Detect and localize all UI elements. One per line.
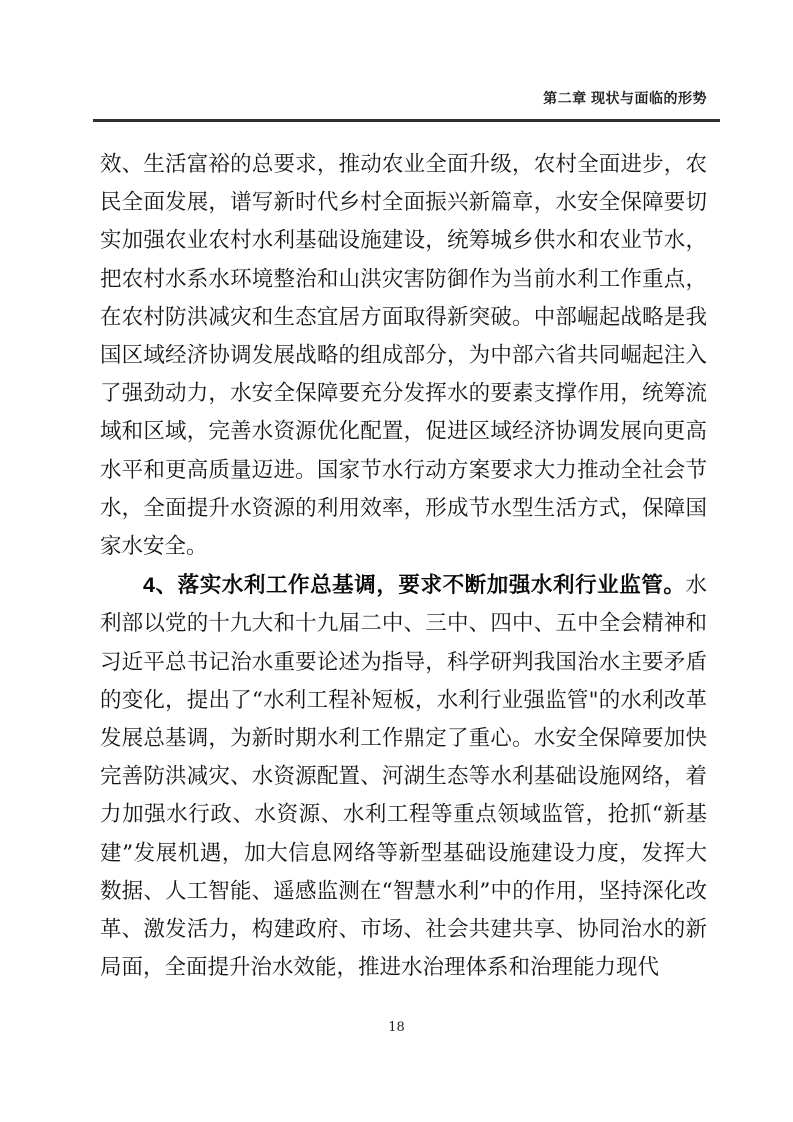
header-rule bbox=[93, 119, 720, 122]
running-header-chapter-title: 第二章 现状与面临的形势 bbox=[543, 90, 707, 106]
section-4-paragraph-text: 水利部以党的十九大和十九届二中、三中、四中、五中全会精神和习近平总书记治水重要论述为指导，科学研判我国治水主要矛盾的变化，提出了“水利工程补短板，水利行业强监管"的水利改革发展总基调，为新时期水利工作鼎定了重心。水安全保障要加快完善防洪减灾、水资源配置、河湖生态等水利基础设施网络，着力加强水行政、水资源、水利工程等重点领域监管，抢抓“新基建”发展机遇，加大信息网络等新型基础设施建设力度，发挥大数据、人工智能、遥感监测在“智慧水利”中的作用，坚持深化改革、激发活力，构建政府、市场、社会共建共享、协同治水的新局面，全面提升治水效能，推进水治理体系和治理能力现代 bbox=[100, 573, 707, 981]
page-number: 18 bbox=[388, 1020, 405, 1035]
body-paragraph-section-4 bbox=[100, 566, 707, 987]
body-paragraph-continuation: 效、生活富裕的总要求，推动农业全面升级，农村全面进步，农民全面发展，谱写新时代乡村全面振兴新篇章，水安全保障要切实加强农业农村水利基础设施建设，统筹城乡供水和农业节水，把农村水系水环境整治和山洪灾害防御作为当前水利工作重点，在农村防洪减灾和生态宜居方面取得新突破。中部崛起战略是我国区域经济协调发展战略的组成部分，为中部六省共同崛起注入了强劲动力，水安全保障要充分发挥水的要素支撑作用，统筹流域和区域，完善水资源优化配置，促进区域经济协调发展向更高水平和更高质量迈进。国家节水行动方案要求大力推动全社会节水，全面提升水资源的利用效率，形成节水型生活方式，保障国家水安全。 bbox=[100, 152, 707, 560]
page-footer bbox=[0, 1020, 793, 1035]
document-body bbox=[100, 146, 707, 987]
section-4-heading-lead: 4、落实水利工作总基调，要求不断加强水利行业监管。 bbox=[143, 573, 686, 598]
